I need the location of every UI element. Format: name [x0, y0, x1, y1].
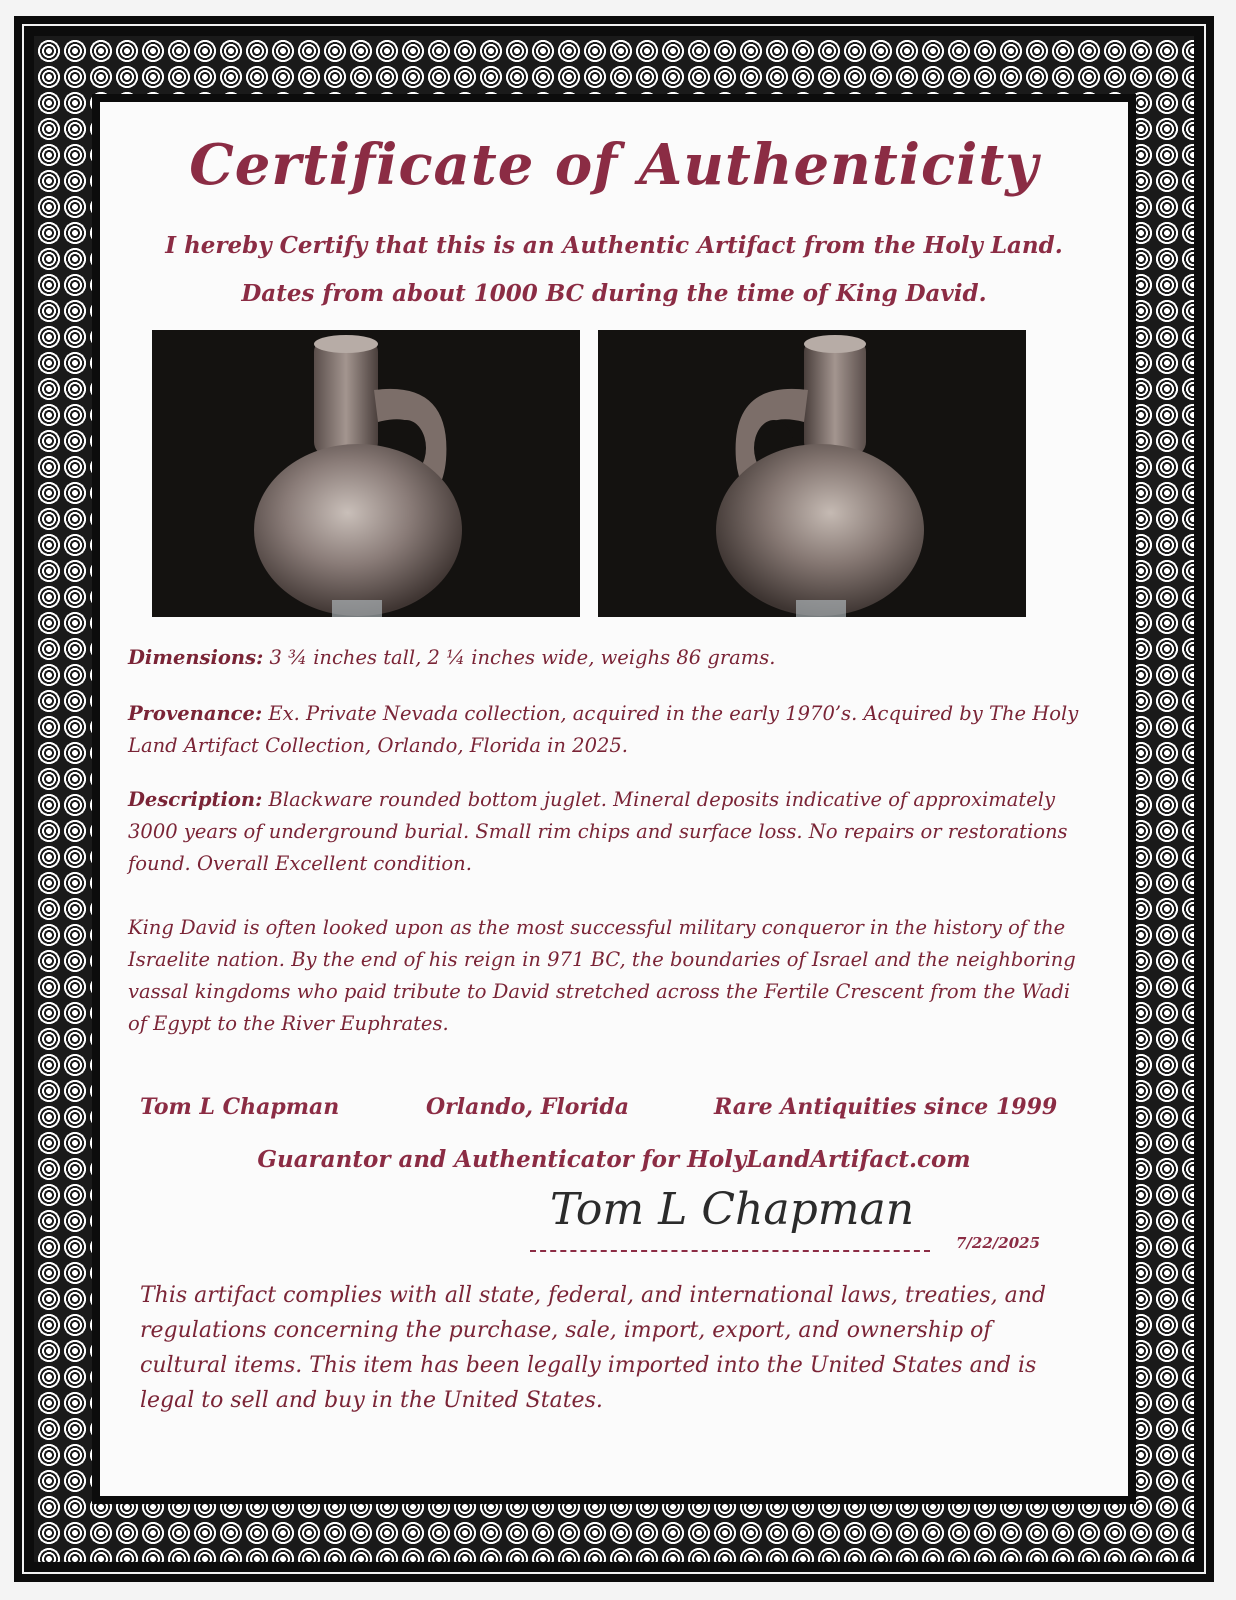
- signer-name: Tom L Chapman: [140, 1094, 340, 1120]
- since-statement: Rare Antiquities since 1999: [714, 1094, 1058, 1120]
- signature-date: 7/22/2025: [956, 1234, 1041, 1252]
- guarantor-statement: Guarantor and Authenticator for HolyLandArtifact.com: [257, 1146, 971, 1173]
- dimensions-text: 3 ¾ inches tall, 2 ¼ inches wide, weighs 86 grams.: [269, 646, 776, 669]
- handwritten-signature: Tom L Chapman: [550, 1184, 915, 1235]
- juglet-image-left: [152, 330, 580, 617]
- history-paragraph: King David is often looked upon as the most successful military conqueror in the history of the Israelite nation. By the end of his reign in 971 BC, the boundaries of Israel and the neighboring vassal kingdoms who paid tribute to David stretched across the Fertile Crescent from the Wadi of Egypt to the River Euphrates.: [128, 916, 1076, 1035]
- description-text: Blackware rounded bottom juglet. Mineral deposits indicative of approximately 3000 years of underground burial. Small rim chips and surface loss. No repairs or restorations found. Overall Excellent condition.: [128, 788, 1068, 875]
- dimensions-label: Dimensions:: [128, 646, 264, 669]
- artifact-photo-right: [598, 330, 1026, 617]
- provenance-paragraph: [128, 698, 1088, 762]
- provenance-text: Ex. Private Nevada collection, acquired in the early 1970’s. Acquired by The Holy Land Artifact Collection, Orlando, Florida in 2025.: [128, 702, 1079, 757]
- legal-compliance-paragraph: This artifact complies with all state, federal, and international laws, treaties, and regulations concerning the purchase, sale, import, export, and ownership of cultural items. This item has been legally imported into the United States and is legal to sell and buy in the United States.: [140, 1283, 1046, 1413]
- certificate-body: [100, 102, 1128, 1496]
- provenance-label: Provenance:: [128, 702, 263, 725]
- dimensions-paragraph: [128, 642, 1088, 674]
- date-statement: Dates from about 1000 BC during the time of King David.: [241, 280, 987, 307]
- signature-line: [530, 1250, 930, 1252]
- juglet-image-right: [598, 330, 1026, 617]
- description-label: Description:: [128, 788, 263, 811]
- certificate-title: Certificate of Authenticity: [189, 132, 1039, 198]
- location: Orlando, Florida: [426, 1094, 629, 1120]
- description-paragraph: [128, 784, 1088, 880]
- certify-statement: I hereby Certify that this is an Authentic Artifact from the Holy Land.: [165, 232, 1063, 259]
- artifact-photo-left: [152, 330, 580, 617]
